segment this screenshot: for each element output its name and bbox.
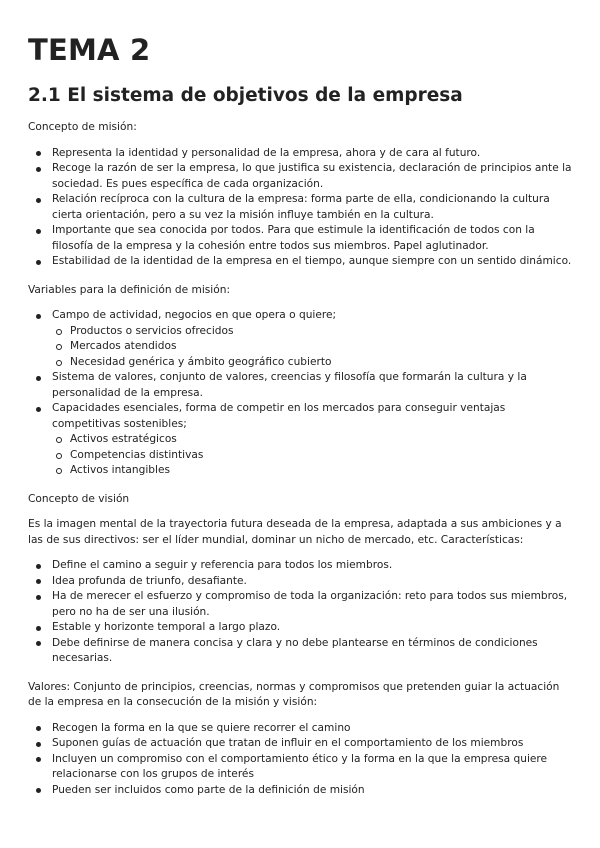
list-item: Suponen guías de actuación que tratan de influir en el comportamiento de los miembros xyxy=(28,736,572,752)
list-item-campo xyxy=(28,308,572,370)
sub-list-item: Mercados atendidos xyxy=(52,339,572,355)
list-item: Importante que sea conocida por todos. Para que estimule la identificación de todos con la filosofía de la empresa y la cohesión entre todos sus miembros. Papel aglutinador. xyxy=(28,223,572,254)
sub-list-item: Activos intangibles xyxy=(52,463,572,479)
mision-heading: Concepto de misión: xyxy=(28,121,137,133)
list-item: Debe definirse de manera concisa y clara y no debe plantearse en términos de condiciones necesarias. xyxy=(28,636,572,667)
valores-intro: Valores: Conjunto de principios, creencias, normas y compromisos que pretenden guiar la actuación de la empresa en la consecución de la misión y visión: xyxy=(28,680,560,708)
sub-list-item: Necesidad genérica y ámbito geográfico cubierto xyxy=(52,355,572,371)
vision-heading: Concepto de visión xyxy=(28,492,130,505)
list-item: Ha de merecer el esfuerzo y compromiso de toda la organización: reto para todos sus miembros, pero no ha de ser una ilusión. xyxy=(28,589,572,620)
list-item: Idea profunda de triunfo, desafiante. xyxy=(28,574,572,590)
variables-heading: Variables para la definición de misión: xyxy=(28,283,231,296)
section-title: 2.1 El sistema de objetivos de la empresa xyxy=(28,85,463,106)
mision-list xyxy=(28,146,572,270)
list-item: Define el camino a seguir y referencia para todos los miembros. xyxy=(28,558,572,574)
campo-sublist xyxy=(52,324,572,371)
list-item: Pueden ser incluidos como parte de la definición de misión xyxy=(28,783,572,799)
sub-list-item: Competencias distintivas xyxy=(52,448,572,464)
sub-list-item: Productos o servicios ofrecidos xyxy=(52,324,572,340)
list-item: Representa la identidad y personalidad de la empresa, ahora y de cara al futuro. xyxy=(28,146,572,162)
list-item: Recoge la razón de ser la empresa, lo que justifica su existencia, declaración de principios ante la sociedad. Es pues específica de cada organización. xyxy=(28,161,572,192)
list-item: Estable y horizonte temporal a largo plazo. xyxy=(28,620,572,636)
vision-intro: Es la imagen mental de la trayectoria futura deseada de la empresa, adaptada a sus ambiciones y a las de sus directivos: ser el líder mundial, dominar un nicho de mercado, etc. Características: xyxy=(28,518,562,546)
page-title: TEMA 2 xyxy=(28,33,151,67)
list-item: Estabilidad de la identidad de la empresa en el tiempo, aunque siempre con un sentido dinámico. xyxy=(28,254,572,270)
list-item-capacidades xyxy=(28,401,572,479)
valores-list xyxy=(28,721,572,799)
list-item: Relación recíproca con la cultura de la empresa: forma parte de ella, condicionando la cultura cierta orientación, pero a su vez la misión influye también en la cultura. xyxy=(28,192,572,223)
capacidades-sublist xyxy=(52,432,572,479)
variables-list xyxy=(28,308,572,479)
list-item-sistema: Sistema de valores, conjunto de valores, creencias y filosofía que formarán la cultura y la personalidad de la empresa. xyxy=(28,370,572,401)
campo-label: Campo de actividad, negocios en que opera o quiere; xyxy=(52,309,337,321)
sub-list-item: Activos estratégicos xyxy=(52,432,572,448)
capacidades-label: Capacidades esenciales, forma de competir en los mercados para conseguir ventajas competitivas sostenibles; xyxy=(52,402,506,430)
list-item: Recogen la forma en la que se quiere recorrer el camino xyxy=(28,721,572,737)
list-item: Incluyen un compromiso con el comportamiento ético y la forma en la que la empresa quiere relacionarse con los grupos de interés xyxy=(28,752,572,783)
vision-list xyxy=(28,558,572,667)
